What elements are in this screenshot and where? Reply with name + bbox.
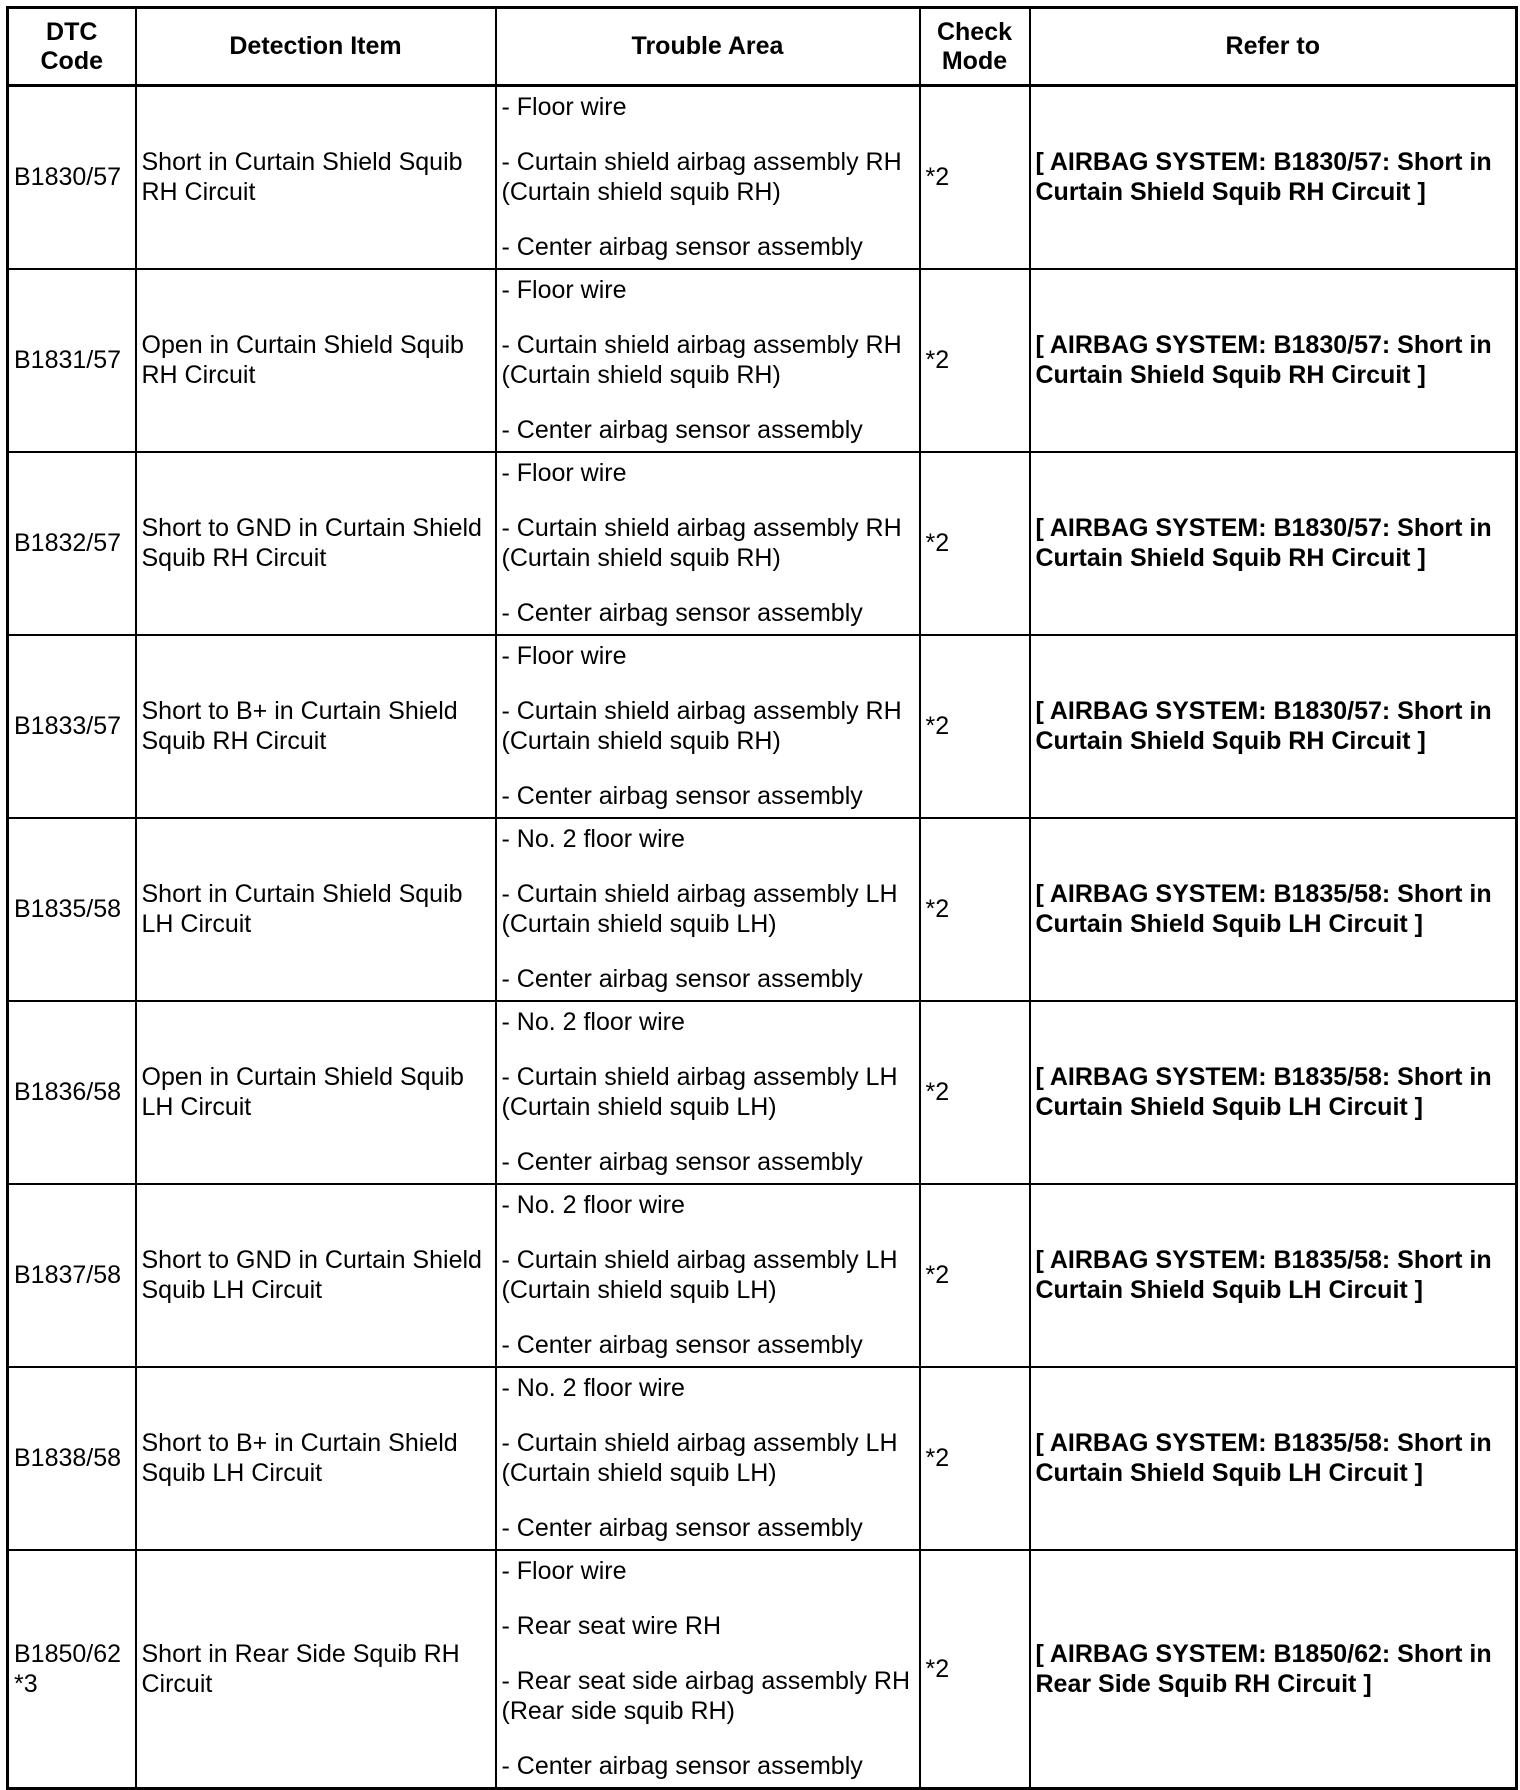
trouble-area-item: - Center airbag sensor assembly xyxy=(501,1148,863,1176)
check-mode-cell: *2 xyxy=(920,1550,1030,1789)
detection-item-cell: Open in Curtain Shield Squib RH Circuit xyxy=(136,269,496,452)
trouble-area-item: - Curtain shield airbag assembly RH (Curtain shield squib RH) xyxy=(501,331,902,389)
refer-to-link[interactable]: [ AIRBAG SYSTEM: B1830/57: Short in Curtain Shield Squib RH Circuit ] xyxy=(1030,86,1517,269)
trouble-area-cell xyxy=(496,452,920,635)
refer-to-link[interactable]: [ AIRBAG SYSTEM: B1835/58: Short in Curtain Shield Squib LH Circuit ] xyxy=(1030,1184,1517,1367)
trouble-area-item: - Curtain shield airbag assembly LH (Curtain shield squib LH) xyxy=(501,1246,898,1304)
trouble-area-cell xyxy=(496,1367,920,1550)
refer-to-link[interactable]: [ AIRBAG SYSTEM: B1850/62: Short in Rear Side Squib RH Circuit ] xyxy=(1030,1550,1517,1789)
trouble-area-item: - Floor wire xyxy=(501,1557,627,1586)
dtc-code-cell: B1832/57 xyxy=(8,452,136,635)
table-row xyxy=(8,86,1517,269)
detection-item-cell: Short in Rear Side Squib RH Circuit xyxy=(136,1550,496,1789)
refer-to-link[interactable]: [ AIRBAG SYSTEM: B1830/57: Short in Curtain Shield Squib RH Circuit ] xyxy=(1030,635,1517,818)
trouble-area-cell xyxy=(496,635,920,818)
detection-item-cell: Short in Curtain Shield Squib RH Circuit xyxy=(136,86,496,269)
dtc-code-cell: B1837/58 xyxy=(8,1184,136,1367)
dtc-code-cell: B1850/62 *3 xyxy=(8,1550,136,1789)
detection-item-cell: Short to GND in Curtain Shield Squib LH Circuit xyxy=(136,1184,496,1367)
check-mode-cell: *2 xyxy=(920,818,1030,1001)
detection-item-cell: Short to GND in Curtain Shield Squib RH Circuit xyxy=(136,452,496,635)
header-detection-item: Detection Item xyxy=(136,8,496,86)
trouble-area-item: - Floor wire xyxy=(501,459,627,487)
trouble-area-item: - No. 2 floor wire xyxy=(501,825,685,853)
refer-to-link[interactable]: [ AIRBAG SYSTEM: B1830/57: Short in Curtain Shield Squib RH Circuit ] xyxy=(1030,452,1517,635)
detection-item-cell: Short to B+ in Curtain Shield Squib RH Circuit xyxy=(136,635,496,818)
trouble-area-item: - Floor wire xyxy=(501,276,627,304)
table-body xyxy=(8,86,1517,1789)
trouble-area-cell xyxy=(496,1001,920,1184)
trouble-area-item: - Curtain shield airbag assembly LH (Curtain shield squib LH) xyxy=(501,880,898,938)
trouble-area-item: - Curtain shield airbag assembly RH (Curtain shield squib RH) xyxy=(501,148,902,207)
trouble-area-item: - Center airbag sensor assembly xyxy=(501,1331,863,1359)
check-mode-cell: *2 xyxy=(920,452,1030,635)
trouble-area-item: - Center airbag sensor assembly xyxy=(501,1514,863,1542)
dtc-code-cell: B1830/57 xyxy=(8,86,136,269)
table-row xyxy=(8,1550,1517,1789)
check-mode-cell: *2 xyxy=(920,1001,1030,1184)
check-mode-cell: *2 xyxy=(920,1184,1030,1367)
trouble-area-item: - Center airbag sensor assembly xyxy=(501,965,863,993)
refer-to-link[interactable]: [ AIRBAG SYSTEM: B1835/58: Short in Curtain Shield Squib LH Circuit ] xyxy=(1030,1001,1517,1184)
trouble-area-item: - Curtain shield airbag assembly LH (Curtain shield squib LH) xyxy=(501,1429,898,1487)
table-row xyxy=(8,1184,1517,1367)
refer-to-link[interactable]: [ AIRBAG SYSTEM: B1835/58: Short in Curtain Shield Squib LH Circuit ] xyxy=(1030,818,1517,1001)
table-row xyxy=(8,1001,1517,1184)
trouble-area-cell xyxy=(496,86,920,269)
trouble-area-item: - Center airbag sensor assembly xyxy=(501,416,863,444)
trouble-area-item: - Center airbag sensor assembly xyxy=(501,233,863,262)
trouble-area-cell xyxy=(496,269,920,452)
check-mode-cell: *2 xyxy=(920,635,1030,818)
trouble-area-item: - Rear seat side airbag assembly RH (Rear side squib RH) xyxy=(501,1667,910,1726)
dtc-code-cell: B1831/57 xyxy=(8,269,136,452)
trouble-area-cell xyxy=(496,1184,920,1367)
dtc-code-cell: B1836/58 xyxy=(8,1001,136,1184)
table-row xyxy=(8,635,1517,818)
trouble-area-item: - Rear seat wire RH xyxy=(501,1612,721,1641)
trouble-area-item: - No. 2 floor wire xyxy=(501,1008,685,1036)
check-mode-cell: *2 xyxy=(920,269,1030,452)
refer-to-link[interactable]: [ AIRBAG SYSTEM: B1835/58: Short in Curtain Shield Squib LH Circuit ] xyxy=(1030,1367,1517,1550)
table-row xyxy=(8,452,1517,635)
dtc-code-cell: B1833/57 xyxy=(8,635,136,818)
table-row xyxy=(8,1367,1517,1550)
trouble-area-item: - Center airbag sensor assembly xyxy=(501,1752,863,1781)
trouble-area-cell xyxy=(496,818,920,1001)
header-trouble-area: Trouble Area xyxy=(496,8,920,86)
dtc-code-cell: B1835/58 xyxy=(8,818,136,1001)
header-row xyxy=(8,8,1517,86)
refer-to-link[interactable]: [ AIRBAG SYSTEM: B1830/57: Short in Curtain Shield Squib RH Circuit ] xyxy=(1030,269,1517,452)
header-refer-to: Refer to xyxy=(1030,8,1517,86)
trouble-area-cell xyxy=(496,1550,920,1789)
table-row xyxy=(8,269,1517,452)
trouble-area-item: - Curtain shield airbag assembly RH (Curtain shield squib RH) xyxy=(501,514,902,572)
detection-item-cell: Open in Curtain Shield Squib LH Circuit xyxy=(136,1001,496,1184)
dtc-code-cell: B1838/58 xyxy=(8,1367,136,1550)
header-dtc-code: DTC Code xyxy=(8,8,136,86)
trouble-area-item: - No. 2 floor wire xyxy=(501,1374,685,1402)
detection-item-cell: Short in Curtain Shield Squib LH Circuit xyxy=(136,818,496,1001)
trouble-area-item: - Floor wire xyxy=(501,642,627,670)
detection-item-cell: Short to B+ in Curtain Shield Squib LH Circuit xyxy=(136,1367,496,1550)
trouble-area-item: - No. 2 floor wire xyxy=(501,1191,685,1219)
dtc-table xyxy=(6,6,1518,1790)
check-mode-cell: *2 xyxy=(920,86,1030,269)
trouble-area-item: - Curtain shield airbag assembly RH (Curtain shield squib RH) xyxy=(501,697,902,755)
header-check-mode: Check Mode xyxy=(920,8,1030,86)
trouble-area-item: - Center airbag sensor assembly xyxy=(501,599,863,627)
trouble-area-item: - Center airbag sensor assembly xyxy=(501,782,863,810)
trouble-area-item: - Curtain shield airbag assembly LH (Curtain shield squib LH) xyxy=(501,1063,898,1121)
table-row xyxy=(8,818,1517,1001)
trouble-area-item: - Floor wire xyxy=(501,93,627,122)
check-mode-cell: *2 xyxy=(920,1367,1030,1550)
